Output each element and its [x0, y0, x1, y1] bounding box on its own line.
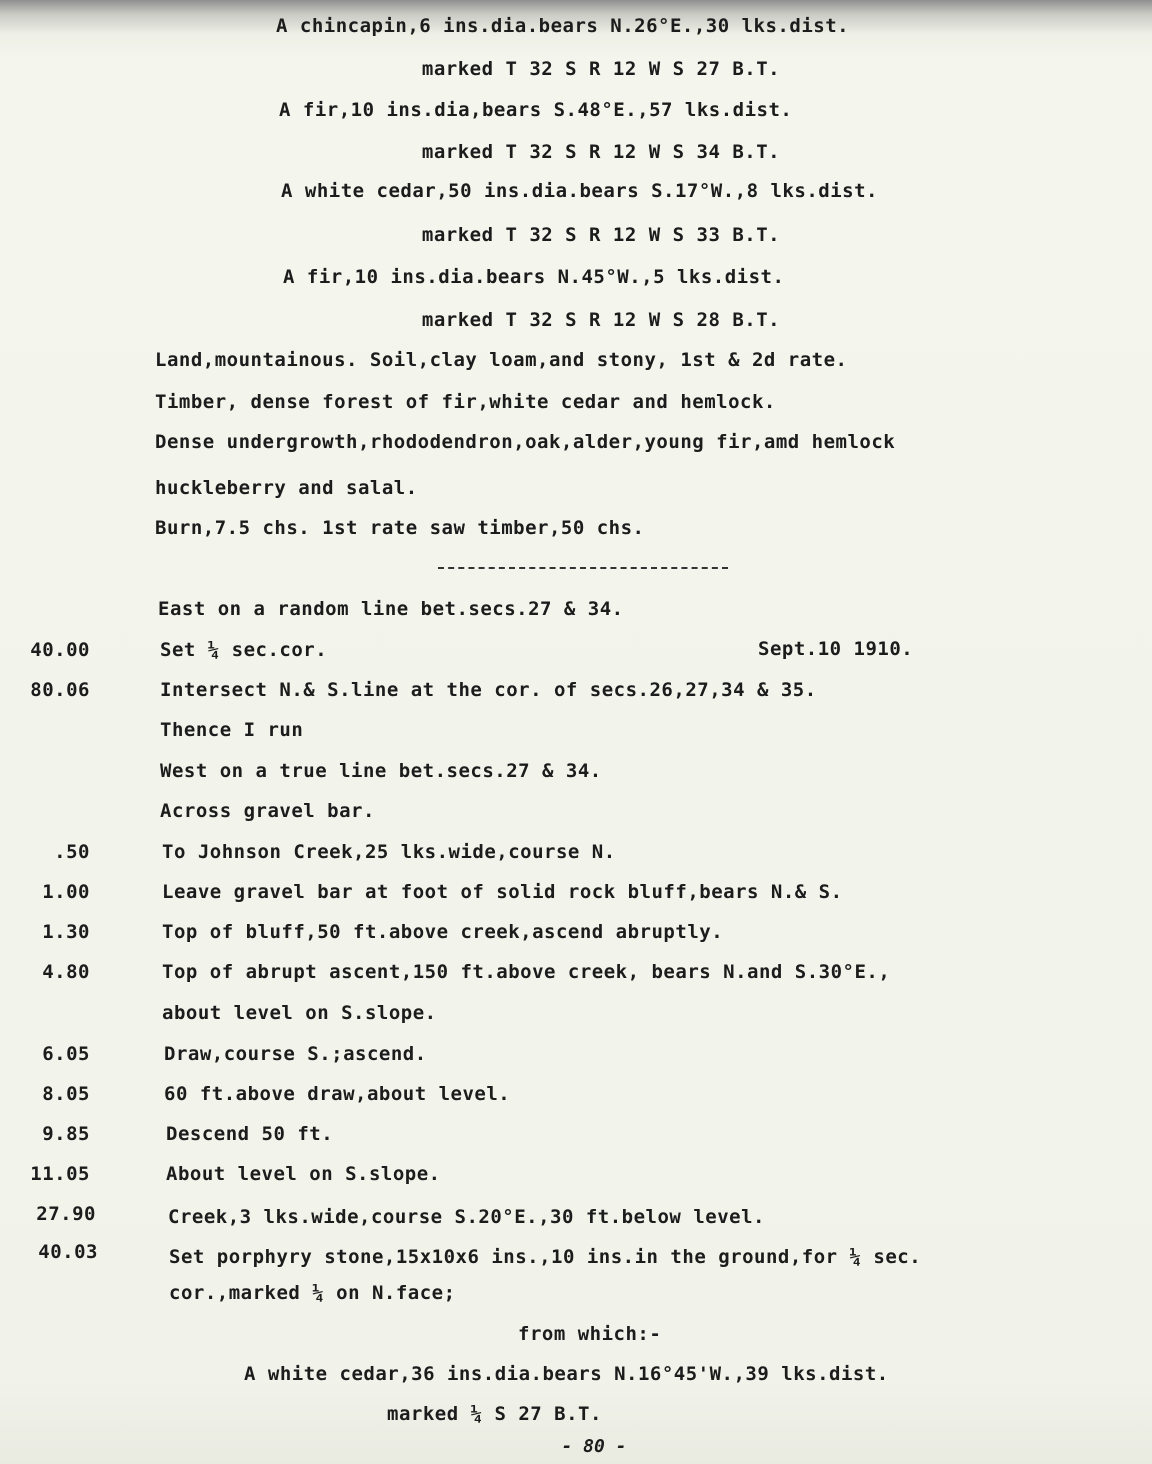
bearing-tree-3-marking: marked T 32 S R 12 W S 33 B.T.	[421, 224, 781, 246]
entry-date: Sept.10 1910.	[758, 638, 914, 660]
entry-distance: 27.90	[36, 1203, 96, 1225]
entry-text: Creek,3 lks.wide,course S.20°E.,30 ft.below level.	[168, 1206, 765, 1228]
entry-distance: 80.06	[30, 679, 90, 701]
entry-text: cor.,marked ¼ on N.face;	[169, 1282, 456, 1304]
random-line-heading: East on a random line bet.secs.27 & 34.	[158, 598, 624, 620]
entry-distance: 6.05	[42, 1043, 90, 1065]
entry-distance: .50	[54, 841, 90, 863]
entry-text: West on a true line bet.secs.27 & 34.	[160, 760, 602, 782]
entry-distance: 1.00	[42, 881, 90, 903]
bearing-tree-3: A white cedar,50 ins.dia.bears S.17°W.,8 lks.dist.	[281, 180, 878, 202]
footer-bearing-marking: marked ¼ S 27 B.T.	[387, 1403, 602, 1425]
entry-text: 60 ft.above draw,about level.	[164, 1083, 511, 1105]
entry-text: Set porphyry stone,15x10x6 ins.,10 ins.in the ground,for ¼ sec.	[169, 1246, 922, 1268]
entry-distance: 9.85	[42, 1123, 90, 1145]
page-number: - 80 -	[561, 1436, 627, 1457]
entry-text: about level on S.slope.	[162, 1002, 437, 1024]
entry-distance: 11.05	[30, 1163, 90, 1185]
bearing-tree-1: A chincapin,6 ins.dia.bears N.26°E.,30 lks.dist.	[276, 15, 850, 37]
entry-text: About level on S.slope.	[166, 1163, 441, 1185]
section-divider	[438, 567, 728, 569]
entry-distance: 40.00	[30, 639, 90, 661]
entry-text: To Johnson Creek,25 lks.wide,course N.	[162, 841, 616, 863]
entry-text: Top of bluff,50 ft.above creek,ascend abruptly.	[162, 921, 724, 943]
bearing-tree-4-marking: marked T 32 S R 12 W S 28 B.T.	[421, 309, 781, 331]
description-land-soil: Land,mountainous. Soil,clay loam,and stony, 1st & 2d rate.	[155, 349, 848, 371]
footer-bearing-tree: A white cedar,36 ins.dia.bears N.16°45'W.,39 lks.dist.	[244, 1363, 889, 1385]
description-timber: Timber, dense forest of fir,white cedar and hemlock.	[155, 391, 776, 413]
from-which-label: from which:-	[518, 1323, 662, 1345]
entry-text: Descend 50 ft.	[166, 1123, 334, 1145]
entry-text: Across gravel bar.	[160, 800, 375, 822]
entry-distance: 4.80	[42, 961, 90, 983]
entry-text: Draw,course S.;ascend.	[164, 1043, 427, 1065]
bearing-tree-2: A fir,10 ins.dia,bears S.48°E.,57 lks.dist.	[279, 99, 793, 121]
entry-text: Top of abrupt ascent,150 ft.above creek, bears N.and S.30°E.,	[162, 961, 891, 983]
bearing-tree-4: A fir,10 ins.dia.bears N.45°W.,5 lks.dist.	[283, 266, 785, 288]
entry-text: Set ¼ sec.cor.	[160, 639, 328, 661]
entry-text: Intersect N.& S.line at the cor. of secs.26,27,34 & 35.	[160, 679, 817, 701]
entry-text: Thence I run	[160, 719, 304, 741]
entry-text: Leave gravel bar at foot of solid rock bluff,bears N.& S.	[162, 881, 843, 903]
description-undergrowth-cont: huckleberry and salal.	[155, 477, 418, 499]
entry-distance: 40.03	[38, 1241, 98, 1263]
entry-distance: 1.30	[42, 921, 90, 943]
bearing-tree-2-marking: marked T 32 S R 12 W S 34 B.T.	[421, 141, 781, 163]
bearing-tree-1-marking: marked T 32 S R 12 W S 27 B.T.	[421, 58, 781, 80]
description-burn-timber: Burn,7.5 chs. 1st rate saw timber,50 chs.	[155, 517, 645, 539]
description-undergrowth: Dense undergrowth,rhododendron,oak,alder,young fir,amd hemlock	[155, 431, 896, 453]
entry-distance: 8.05	[42, 1083, 90, 1105]
